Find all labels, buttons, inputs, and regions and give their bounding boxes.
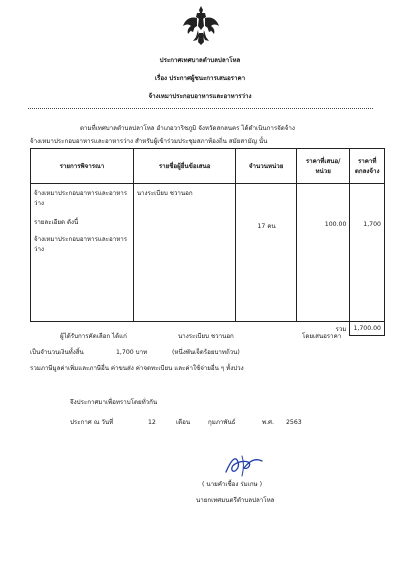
header-winner: รายชื่อผู้ยื่นข้อเสนอ xyxy=(133,149,236,184)
header-agreed-line-1: ราคาที่ xyxy=(357,158,377,165)
announce-year: 2563 xyxy=(286,419,302,426)
intro-line-1: ตามที่เทศบาลตำบลปลาโหล อำเภอวาริชภูมิ จังหวัดสกลนคร ได้ดำเนินการจัดจ้าง xyxy=(80,125,295,132)
total-label: รวม xyxy=(31,322,350,336)
table-header-row xyxy=(31,149,385,184)
item-line-2: รายละเอียด ดังนี้ xyxy=(34,219,79,226)
header-item: รายการพิจารณา xyxy=(31,149,134,184)
award-amount-words: (หนึ่งพันเจ็ดร้อยบาทถ้วน) xyxy=(172,349,240,356)
award-amount-label: เป็นจำนวนเงินทั้งสิ้น xyxy=(30,349,84,356)
header-quantity: จำนวนหน่วย xyxy=(236,149,296,184)
notice-text: จึงประกาศมาเพื่อทราบโดยทั่วกัน xyxy=(70,399,158,406)
table-row xyxy=(31,184,385,322)
document-title: ประกาศเทศบาลตำบลปลาโหล xyxy=(159,57,241,64)
announce-month-label: เดือน xyxy=(176,419,191,426)
announce-month: กุมภาพันธ์ xyxy=(208,419,236,426)
intro-line-2: จ้างเหมาประกอบอาหารและอาหารว่าง สำหรับผู้เข้าร่วมประชุมสภาท้องถิ่น สมัยสามัญ นั้น xyxy=(30,138,268,145)
award-winner-label: ผู้ได้รับการคัดเลือก ได้แก่ xyxy=(60,333,127,340)
price-value: 100.00 xyxy=(324,221,347,228)
total-value: 1,700.00 xyxy=(350,322,385,336)
award-table xyxy=(30,148,385,336)
item-cell xyxy=(31,184,134,322)
item-line-1: จ้างเหมาประกอบอาหารและอาหารว่าง xyxy=(34,190,128,207)
garuda-emblem-icon xyxy=(182,4,220,46)
signer-position: นายกเทศมนตรีตำบลปลาโหล xyxy=(196,497,275,504)
winner-cell xyxy=(133,184,236,322)
header-price-line-1: ราคาที่เสนอ/ xyxy=(305,158,341,165)
announce-date-label: ประกาศ ณ วันที่ xyxy=(70,419,114,426)
header-agreed xyxy=(350,149,385,184)
divider xyxy=(28,108,373,109)
signature-icon xyxy=(222,452,266,478)
announce-day: 12 xyxy=(148,419,156,426)
header-price-line-2: หน่วย xyxy=(315,168,331,175)
winner-name: นางระเบียบ ชวานอก xyxy=(136,190,193,197)
quantity-cell xyxy=(236,184,296,322)
award-tax-note: รวมภาษีมูลค่าเพิ่มและภาษีอื่น ค่าขนส่ง ค่าจดทะเบียน และค่าใช้จ่ายอื่น ๆ ทั้งปวง xyxy=(30,365,244,372)
header-agreed-line-2: ตกลงจ้าง xyxy=(354,168,380,175)
signer-name: ( นายคำเชื้อง ร่มเกษ ) xyxy=(202,481,263,488)
document-subject: เรื่อง ประกาศผู้ชนะการเสนอราคา xyxy=(154,75,246,82)
award-winner-name: นางระเบียบ ชวานอก xyxy=(178,333,234,340)
price-cell xyxy=(296,184,350,322)
header-price xyxy=(296,149,350,184)
document-subtitle: จ้างเหมาประกอบอาหารและอาหารว่าง xyxy=(148,93,252,100)
award-offer-label: โดยเสนอราคา xyxy=(302,333,342,340)
agreed-cell xyxy=(350,184,385,322)
announce-year-label: พ.ศ. xyxy=(262,419,274,426)
item-line-3: จ้างเหมาประกอบอาหารและอาหารว่าง xyxy=(34,236,128,253)
agreed-value: 1,700 xyxy=(363,221,381,228)
award-amount-value: 1,700 บาท xyxy=(116,349,148,356)
quantity-value: 17 คน xyxy=(257,223,276,230)
